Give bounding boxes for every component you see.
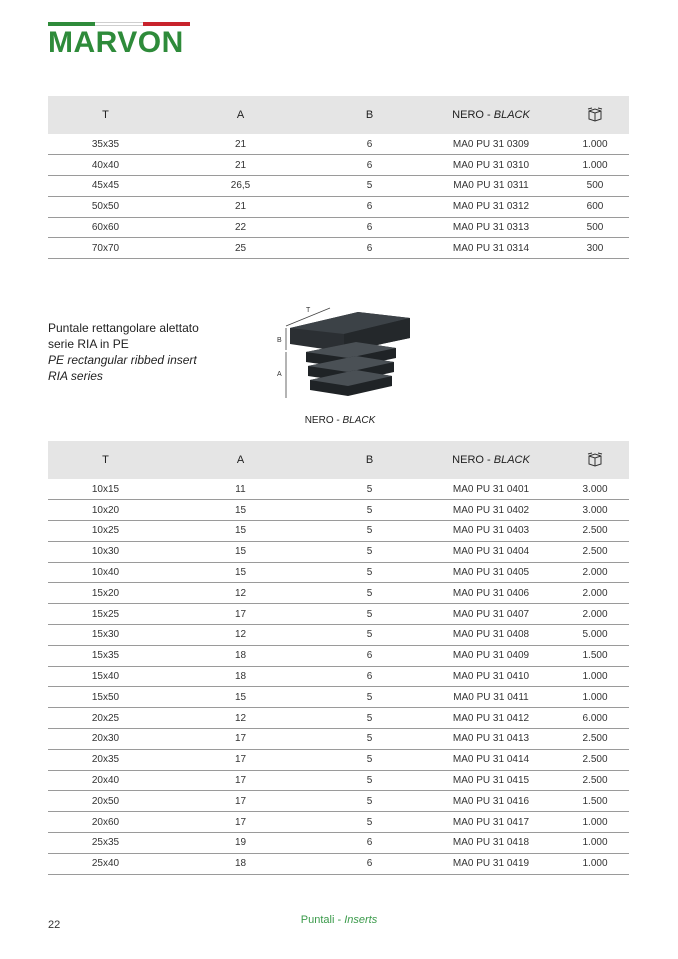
cell-b: 5 bbox=[318, 687, 421, 708]
cell-t: 40x40 bbox=[48, 155, 163, 176]
cell-t: 20x50 bbox=[48, 791, 163, 812]
cell-a: 17 bbox=[163, 791, 318, 812]
cell-a: 21 bbox=[163, 155, 318, 176]
cell-t: 20x60 bbox=[48, 812, 163, 833]
cell-qty: 2.500 bbox=[561, 770, 629, 791]
cell-qty: 500 bbox=[561, 217, 629, 238]
cell-b: 5 bbox=[318, 604, 421, 625]
cell-qty: 1.000 bbox=[561, 833, 629, 854]
cell-t: 20x25 bbox=[48, 708, 163, 729]
cell-code: MA0 PU 31 0416 bbox=[421, 791, 561, 812]
header-pack bbox=[561, 96, 629, 134]
cell-a: 18 bbox=[163, 853, 318, 874]
table-row bbox=[48, 729, 629, 750]
cell-a: 22 bbox=[163, 217, 318, 238]
table-row bbox=[48, 770, 629, 791]
table-row bbox=[48, 687, 629, 708]
table-header-row bbox=[48, 441, 629, 479]
cell-a: 17 bbox=[163, 770, 318, 791]
cell-a: 19 bbox=[163, 833, 318, 854]
cell-code: MA0 PU 31 0409 bbox=[421, 645, 561, 666]
brand-name: MARVON bbox=[48, 26, 184, 59]
cell-a: 12 bbox=[163, 583, 318, 604]
cell-qty: 1.000 bbox=[561, 687, 629, 708]
brand-logo bbox=[48, 22, 190, 59]
cell-code: MA0 PU 31 0402 bbox=[421, 500, 561, 521]
title-it-line2: serie RIA in PE bbox=[48, 337, 129, 351]
table-row bbox=[48, 176, 629, 197]
cell-a: 15 bbox=[163, 687, 318, 708]
dim-b-label: B bbox=[277, 337, 282, 344]
table-row bbox=[48, 791, 629, 812]
cell-code: MA0 PU 31 0414 bbox=[421, 749, 561, 770]
cell-qty: 2.000 bbox=[561, 604, 629, 625]
cell-qty: 300 bbox=[561, 238, 629, 259]
cell-a: 25 bbox=[163, 238, 318, 259]
cell-code: MA0 PU 31 0309 bbox=[421, 134, 561, 155]
cell-b: 6 bbox=[318, 134, 421, 155]
cell-code: MA0 PU 31 0413 bbox=[421, 729, 561, 750]
cell-t: 20x40 bbox=[48, 770, 163, 791]
cell-a: 17 bbox=[163, 812, 318, 833]
cell-qty: 600 bbox=[561, 196, 629, 217]
header-pack bbox=[561, 441, 629, 479]
cell-code: MA0 PU 31 0314 bbox=[421, 238, 561, 259]
table-row bbox=[48, 749, 629, 770]
header-b: B bbox=[318, 441, 421, 479]
cell-b: 6 bbox=[318, 238, 421, 259]
cell-code: MA0 PU 31 0310 bbox=[421, 155, 561, 176]
cell-qty: 1.000 bbox=[561, 853, 629, 874]
cell-qty: 1.000 bbox=[561, 812, 629, 833]
table-row bbox=[48, 853, 629, 874]
cell-a: 15 bbox=[163, 562, 318, 583]
cell-b: 6 bbox=[318, 853, 421, 874]
cell-a: 21 bbox=[163, 134, 318, 155]
cell-t: 25x35 bbox=[48, 833, 163, 854]
cell-qty: 1.000 bbox=[561, 134, 629, 155]
dim-a-label: A bbox=[277, 371, 282, 378]
header-a: A bbox=[163, 441, 318, 479]
cell-b: 5 bbox=[318, 812, 421, 833]
cell-b: 6 bbox=[318, 217, 421, 238]
rectangular-inserts-table bbox=[48, 441, 629, 875]
cell-a: 26,5 bbox=[163, 176, 318, 197]
cell-code: MA0 PU 31 0401 bbox=[421, 479, 561, 500]
table-row bbox=[48, 238, 629, 259]
cell-a: 18 bbox=[163, 645, 318, 666]
cell-t: 45x45 bbox=[48, 176, 163, 197]
dim-t-label: T bbox=[306, 307, 311, 314]
cell-t: 10x15 bbox=[48, 479, 163, 500]
header-color: NERO - BLACK bbox=[421, 96, 561, 134]
section-title: Puntali - Inserts bbox=[300, 914, 378, 926]
title-en-line2: RIA series bbox=[48, 369, 103, 383]
cell-t: 50x50 bbox=[48, 196, 163, 217]
cell-t: 15x50 bbox=[48, 687, 163, 708]
cell-code: MA0 PU 31 0313 bbox=[421, 217, 561, 238]
cell-t: 10x30 bbox=[48, 541, 163, 562]
cell-b: 5 bbox=[318, 791, 421, 812]
cell-a: 17 bbox=[163, 729, 318, 750]
table-row bbox=[48, 500, 629, 521]
cell-qty: 5.000 bbox=[561, 625, 629, 646]
cell-qty: 2.500 bbox=[561, 521, 629, 542]
cell-t: 20x30 bbox=[48, 729, 163, 750]
table-row bbox=[48, 708, 629, 729]
table-row bbox=[48, 541, 629, 562]
box-icon bbox=[586, 106, 604, 124]
table-row bbox=[48, 562, 629, 583]
cell-qty: 1.500 bbox=[561, 791, 629, 812]
cell-t: 20x35 bbox=[48, 749, 163, 770]
cell-qty: 2.500 bbox=[561, 541, 629, 562]
cell-code: MA0 PU 31 0415 bbox=[421, 770, 561, 791]
cell-qty: 2.500 bbox=[561, 729, 629, 750]
product-color-label: NERO - BLACK bbox=[304, 415, 376, 426]
product-description bbox=[48, 320, 199, 384]
cell-t: 15x20 bbox=[48, 583, 163, 604]
cell-b: 5 bbox=[318, 521, 421, 542]
title-en-line1: PE rectangular ribbed insert bbox=[48, 353, 197, 367]
cell-code: MA0 PU 31 0312 bbox=[421, 196, 561, 217]
cell-code: MA0 PU 31 0417 bbox=[421, 812, 561, 833]
page-number: 22 bbox=[48, 919, 61, 931]
header-a: A bbox=[163, 96, 318, 134]
cell-code: MA0 PU 31 0418 bbox=[421, 833, 561, 854]
cell-qty: 1.500 bbox=[561, 645, 629, 666]
title-it-line1: Puntale rettangolare alettato bbox=[48, 321, 199, 335]
cell-code: MA0 PU 31 0412 bbox=[421, 708, 561, 729]
table-row bbox=[48, 645, 629, 666]
cell-code: MA0 PU 31 0311 bbox=[421, 176, 561, 197]
cell-code: MA0 PU 31 0410 bbox=[421, 666, 561, 687]
table-row bbox=[48, 583, 629, 604]
cell-code: MA0 PU 31 0407 bbox=[421, 604, 561, 625]
header-t: T bbox=[48, 441, 163, 479]
cell-a: 17 bbox=[163, 749, 318, 770]
cell-qty: 2.000 bbox=[561, 583, 629, 604]
cell-a: 12 bbox=[163, 625, 318, 646]
cell-b: 6 bbox=[318, 833, 421, 854]
header-b: B bbox=[318, 96, 421, 134]
table-row bbox=[48, 134, 629, 155]
cell-t: 15x25 bbox=[48, 604, 163, 625]
cell-qty: 500 bbox=[561, 176, 629, 197]
table-row bbox=[48, 604, 629, 625]
cell-a: 21 bbox=[163, 196, 318, 217]
cell-b: 6 bbox=[318, 155, 421, 176]
cell-code: MA0 PU 31 0403 bbox=[421, 521, 561, 542]
cell-qty: 1.000 bbox=[561, 155, 629, 176]
table-row bbox=[48, 217, 629, 238]
cell-code: MA0 PU 31 0405 bbox=[421, 562, 561, 583]
cell-qty: 2.500 bbox=[561, 749, 629, 770]
table-row bbox=[48, 812, 629, 833]
cell-t: 60x60 bbox=[48, 217, 163, 238]
cell-a: 15 bbox=[163, 541, 318, 562]
cell-b: 5 bbox=[318, 729, 421, 750]
cell-b: 5 bbox=[318, 625, 421, 646]
cell-b: 5 bbox=[318, 583, 421, 604]
cell-t: 70x70 bbox=[48, 238, 163, 259]
cell-b: 6 bbox=[318, 196, 421, 217]
cell-code: MA0 PU 31 0406 bbox=[421, 583, 561, 604]
cell-a: 11 bbox=[163, 479, 318, 500]
table-row bbox=[48, 479, 629, 500]
cell-code: MA0 PU 31 0408 bbox=[421, 625, 561, 646]
cell-b: 5 bbox=[318, 770, 421, 791]
cell-code: MA0 PU 31 0404 bbox=[421, 541, 561, 562]
cell-a: 12 bbox=[163, 708, 318, 729]
cell-b: 6 bbox=[318, 666, 421, 687]
cell-code: MA0 PU 31 0419 bbox=[421, 853, 561, 874]
table-row bbox=[48, 625, 629, 646]
table-row bbox=[48, 833, 629, 854]
cell-a: 17 bbox=[163, 604, 318, 625]
cell-qty: 1.000 bbox=[561, 666, 629, 687]
header-color: NERO - BLACK bbox=[421, 441, 561, 479]
cell-qty: 3.000 bbox=[561, 500, 629, 521]
cell-t: 15x35 bbox=[48, 645, 163, 666]
cell-t: 15x40 bbox=[48, 666, 163, 687]
cell-b: 5 bbox=[318, 562, 421, 583]
cell-b: 5 bbox=[318, 176, 421, 197]
cell-t: 25x40 bbox=[48, 853, 163, 874]
cell-code: MA0 PU 31 0411 bbox=[421, 687, 561, 708]
cell-b: 5 bbox=[318, 749, 421, 770]
cell-t: 15x30 bbox=[48, 625, 163, 646]
table-header-row bbox=[48, 96, 629, 134]
cell-t: 35x35 bbox=[48, 134, 163, 155]
ribbed-insert-illustration bbox=[268, 300, 418, 410]
cell-t: 10x40 bbox=[48, 562, 163, 583]
cell-t: 10x20 bbox=[48, 500, 163, 521]
cell-t: 10x25 bbox=[48, 521, 163, 542]
cell-b: 5 bbox=[318, 541, 421, 562]
table-row bbox=[48, 521, 629, 542]
box-icon bbox=[586, 451, 604, 469]
square-inserts-table bbox=[48, 96, 629, 259]
cell-b: 5 bbox=[318, 479, 421, 500]
cell-qty: 6.000 bbox=[561, 708, 629, 729]
header-t: T bbox=[48, 96, 163, 134]
cell-a: 15 bbox=[163, 500, 318, 521]
cell-b: 5 bbox=[318, 708, 421, 729]
table-row bbox=[48, 196, 629, 217]
cell-b: 6 bbox=[318, 645, 421, 666]
table-row bbox=[48, 666, 629, 687]
cell-qty: 3.000 bbox=[561, 479, 629, 500]
cell-a: 15 bbox=[163, 521, 318, 542]
cell-b: 5 bbox=[318, 500, 421, 521]
cell-qty: 2.000 bbox=[561, 562, 629, 583]
table-row bbox=[48, 155, 629, 176]
cell-a: 18 bbox=[163, 666, 318, 687]
